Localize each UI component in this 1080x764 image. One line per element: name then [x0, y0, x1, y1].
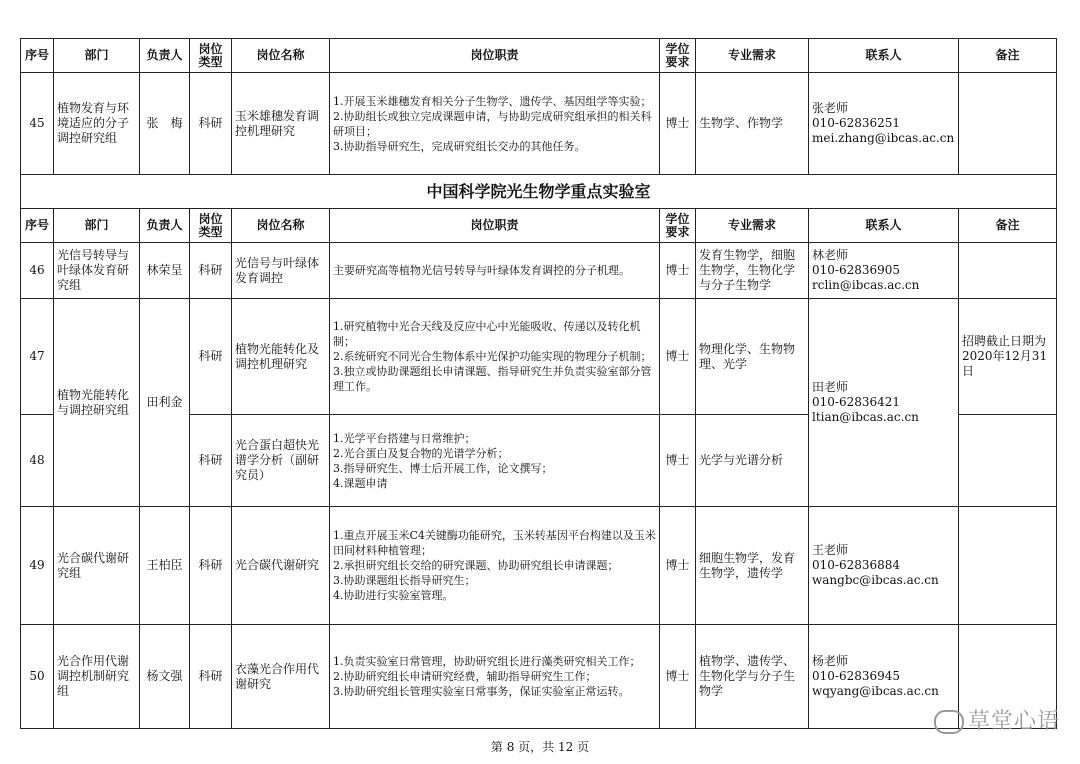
table-row: [21, 507, 1057, 625]
row-lead: 王柏臣: [140, 507, 190, 625]
wechat-icon: [934, 710, 964, 734]
row-no: 46: [21, 243, 54, 299]
row-note: 招聘截止日期为2020年12月31日: [959, 299, 1057, 415]
header-no: 序号: [21, 39, 54, 73]
header-lead: 负责人: [140, 39, 190, 73]
row-title: 玉米雄穗发育调控机理研究: [232, 73, 330, 175]
row-degree: 博士: [660, 299, 696, 415]
row-dept: 植物发育与环境适应的分子调控研究组: [54, 73, 140, 175]
header-duty: 岗位职责: [330, 209, 660, 243]
row-major: 物理化学、生物物理、光学: [696, 299, 809, 415]
row-contact: 王老师 010-62836884 wangbc@ibcas.ac.cn: [809, 507, 959, 625]
header-dept: 部门: [54, 209, 140, 243]
row-no: 49: [21, 507, 54, 625]
header-title: 岗位名称: [232, 39, 330, 73]
recruitment-table: [20, 38, 1057, 729]
row-major: 生物学、作物学: [696, 73, 809, 175]
row-note: [959, 73, 1057, 175]
row-major: 光学与光谱分析: [696, 415, 809, 507]
row-degree: 博士: [660, 243, 696, 299]
row-contact: 田老师 010-62836421 ltian@ibcas.ac.cn: [809, 299, 959, 507]
page-footer: 第 8 页，共 12 页: [490, 740, 590, 754]
row-type: 科研: [190, 507, 232, 625]
row-degree: 博士: [660, 415, 696, 507]
section-title: 中国科学院光生物学重点实验室: [21, 175, 1057, 209]
row-contact: 杨老师 010-62836945 wqyang@ibcas.ac.cn: [809, 625, 959, 729]
row-dept: 光合作用代谢调控机制研究组: [54, 625, 140, 729]
row-duty: 1.重点开展玉米C4关键酶功能研究，玉米转基因平台构建以及玉米田间材料种植管理； 2.承担研究组长交给的研究课题、协助研究组长申请课题； 3.协助课题组长指导研究生； 4.协助进行实验室管理。: [330, 507, 660, 625]
header-row: [21, 39, 1057, 73]
table-row: [21, 299, 1057, 415]
row-type: 科研: [190, 243, 232, 299]
row-no: 48: [21, 415, 54, 507]
header-contact: 联系人: [809, 39, 959, 73]
row-duty: 1.光学平台搭建与日常维护； 2.光合蛋白及复合物的光谱学分析； 3.指导研究生、博士后开展工作，论文撰写； 4.课题申请: [330, 415, 660, 507]
row-lead: 杨文强: [140, 625, 190, 729]
row-title: 光信号与叶绿体发育调控: [232, 243, 330, 299]
row-contact: 林老师 010-62836905 rclin@ibcas.ac.cn: [809, 243, 959, 299]
row-note: [959, 507, 1057, 625]
header-major: 专业需求: [696, 209, 809, 243]
section-row: [21, 175, 1057, 209]
row-type: 科研: [190, 625, 232, 729]
row-type: 科研: [190, 415, 232, 507]
row-no: 50: [21, 625, 54, 729]
row-duty: 1.负责实验室日常管理，协助研究组长进行藻类研究相关工作； 2.协助研究组长申请研究经费，辅助指导研究生工作； 3.协助研究组长管理实验室日常事务，保证实验室正常运转。: [330, 625, 660, 729]
header-row-repeat: [21, 209, 1057, 243]
row-major: 植物学、遗传学、生物化学与分子生物学: [696, 625, 809, 729]
table-row: [21, 73, 1057, 175]
row-no: 47: [21, 299, 54, 415]
header-degree: 学位 要求: [660, 209, 696, 243]
row-note: [959, 415, 1057, 507]
header-degree: 学位 要求: [660, 39, 696, 73]
row-duty: 1.开展玉米雄穗发育相关分子生物学、遗传学、基因组学等实验； 2.协助组长或独立完成课题申请，与协助完成研究组承担的相关科研项目； 3.协助指导研究生，完成研究组长交办的其他任务。: [330, 73, 660, 175]
header-type: 岗位 类型: [190, 39, 232, 73]
header-lead: 负责人: [140, 209, 190, 243]
header-note: 备注: [959, 209, 1057, 243]
row-title: 光合蛋白超快光谱学分析（副研究员）: [232, 415, 330, 507]
header-type: 岗位 类型: [190, 209, 232, 243]
row-degree: 博士: [660, 73, 696, 175]
row-degree: 博士: [660, 507, 696, 625]
row-no: 45: [21, 73, 54, 175]
row-type: 科研: [190, 73, 232, 175]
watermark-text: 草堂心语: [967, 709, 1060, 734]
row-dept: 光合碳代谢研究组: [54, 507, 140, 625]
header-duty: 岗位职责: [330, 39, 660, 73]
row-contact: 张老师 010-62836251 mei.zhang@ibcas.ac.cn: [809, 73, 959, 175]
row-title: 光合碳代谢研究: [232, 507, 330, 625]
row-duty: 主要研究高等植物光信号转导与叶绿体发育调控的分子机理。: [330, 243, 660, 299]
header-title: 岗位名称: [232, 209, 330, 243]
row-dept: 光信号转导与叶绿体发育研究组: [54, 243, 140, 299]
row-lead: 田利金: [140, 299, 190, 507]
table-row: [21, 243, 1057, 299]
row-title: 衣藻光合作用代谢研究: [232, 625, 330, 729]
row-type: 科研: [190, 299, 232, 415]
table-row: [21, 625, 1057, 729]
row-note: [959, 243, 1057, 299]
header-contact: 联系人: [809, 209, 959, 243]
watermark: [934, 704, 1060, 735]
header-major: 专业需求: [696, 39, 809, 73]
row-major: 发育生物学，细胞生物学，生物化学与分子生物学: [696, 243, 809, 299]
row-title: 植物光能转化及调控机理研究: [232, 299, 330, 415]
header-dept: 部门: [54, 39, 140, 73]
row-major: 细胞生物学，发育生物学，遗传学: [696, 507, 809, 625]
row-lead: 张 梅: [140, 73, 190, 175]
header-note: 备注: [959, 39, 1057, 73]
header-no: 序号: [21, 209, 54, 243]
row-degree: 博士: [660, 625, 696, 729]
row-duty: 1.研究植物中光合天线及反应中心中光能吸收、传递以及转化机制； 2.系统研究不同光合生物体系中光保护功能实现的物理分子机制； 3.独立或协助课题组长申请课题、指导研究生并负责实验室部分管理工作。: [330, 299, 660, 415]
row-lead: 林荣呈: [140, 243, 190, 299]
row-dept: 植物光能转化与调控研究组: [54, 299, 140, 507]
